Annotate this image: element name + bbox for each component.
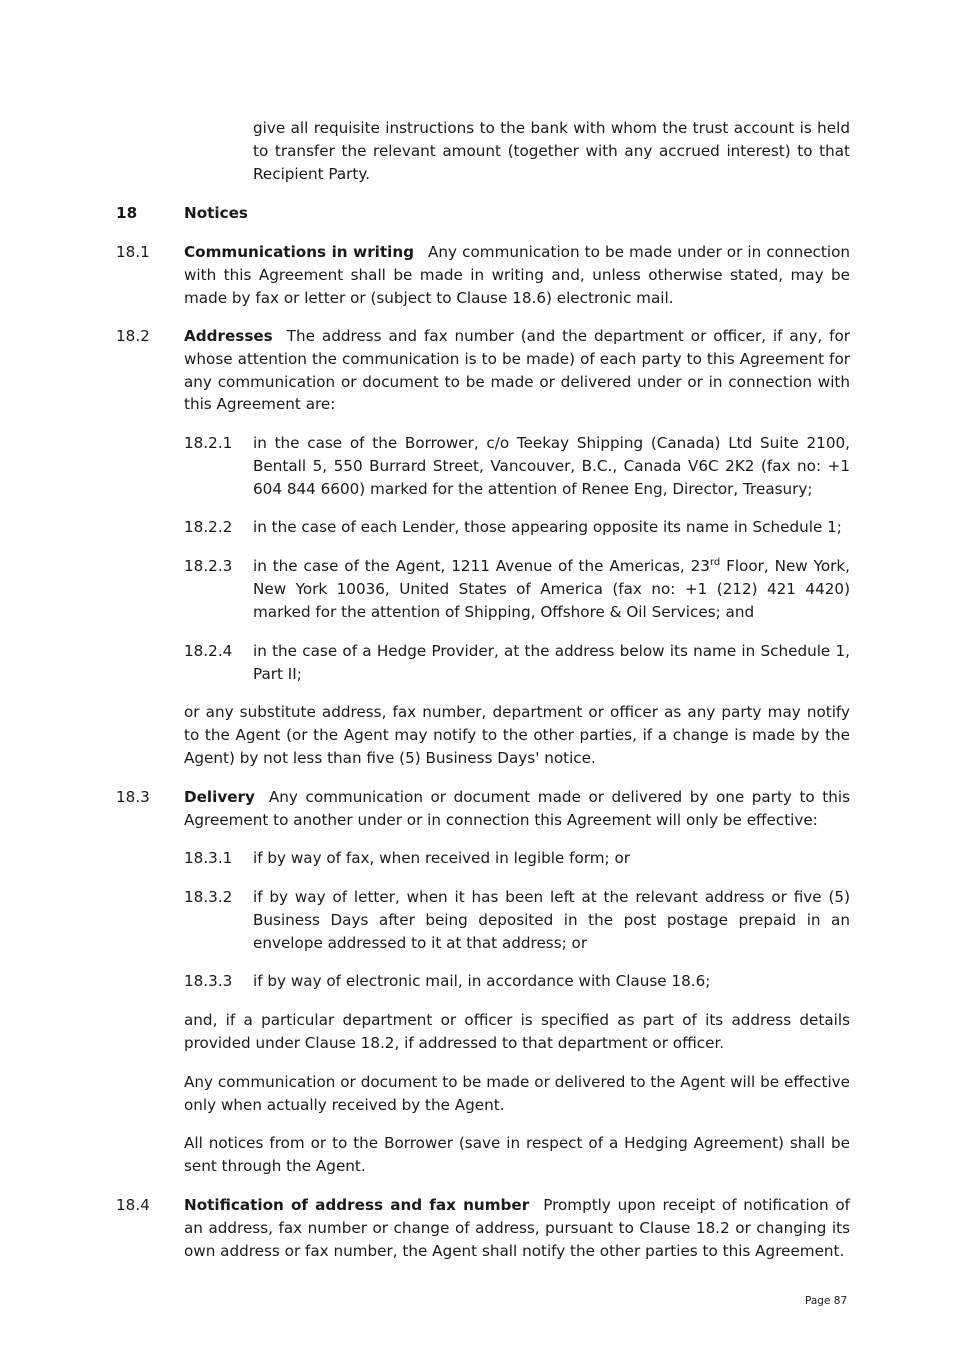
clause-18-2-3-text-a: in the case of the Agent, 1211 Avenue of the Americas, 23 xyxy=(253,557,710,575)
clause-18-2-text: The address and fax number (and the department or officer, if any, for whose attention the communication is to be made) of each party to this Agreement for any communication or document to be made or delivered under or in connection with this Agreement are: xyxy=(184,327,850,414)
clause-18-4-heading: Notification of address and fax number xyxy=(184,1196,530,1214)
clause-18-3-para-1: and, if a particular department or officer is specified as part of its address details provided under Clause 18.2, if addressed to that department or officer. xyxy=(184,1011,850,1052)
clause-18-2-3-number: 18.2.3 xyxy=(184,557,233,575)
clause-18-2-3 xyxy=(253,555,850,623)
section-number: 18 xyxy=(116,204,138,222)
clause-18-4-number: 18.4 xyxy=(116,1196,150,1214)
clause-18-4 xyxy=(184,1194,850,1262)
clause-18-3-2-number: 18.3.2 xyxy=(184,888,233,906)
section-title: Notices xyxy=(184,204,248,222)
clause-18-3-heading: Delivery xyxy=(184,788,255,806)
clause-18-3-3-text: if by way of electronic mail, in accordance with Clause 18.6; xyxy=(253,972,711,990)
clause-18-3-3-number: 18.3.3 xyxy=(184,972,233,990)
clause-18-1-number: 18.1 xyxy=(116,243,150,261)
clause-18-1 xyxy=(184,241,850,309)
clause-18-2-heading: Addresses xyxy=(184,327,273,345)
clause-18-3 xyxy=(184,786,850,832)
clause-18-3-para-2: Any communication or document to be made or delivered to the Agent will be effective only when actually received by the Agent. xyxy=(184,1073,850,1114)
page-number: Page 87 xyxy=(805,1295,848,1307)
clause-18-3-1-text: if by way of fax, when received in legible form; or xyxy=(253,849,630,867)
clause-18-3-para-3: All notices from or to the Borrower (save in respect of a Hedging Agreement) shall be sent through the Agent. xyxy=(184,1134,850,1175)
clause-18-4-text: Promptly upon receipt of notification of an address, fax number or change of address, pursuant to Clause 18.2 or changing its own address or fax number, the Agent shall notify the other parties to this Agreement. xyxy=(184,1196,850,1260)
clause-18-2-2-text: in the case of each Lender, those appearing opposite its name in Schedule 1; xyxy=(253,518,842,536)
intro-paragraph: give all requisite instructions to the bank with whom the trust account is held to transfer the relevant amount (together with any accrued interest) to that Recipient Party. xyxy=(253,119,850,183)
clause-18-3-1-number: 18.3.1 xyxy=(184,849,233,867)
clause-18-3-number: 18.3 xyxy=(116,788,150,806)
clause-18-2-3-text-b: Floor, New York, New York 10036, United States of America (fax no: +1 (212) 421 4420) marked for the attention of Shipping, Offshore & Oil Services; and xyxy=(253,557,850,621)
clause-18-1-heading: Communications in writing xyxy=(184,243,415,261)
clause-18-1-text: Any communication to be made under or in connection with this Agreement shall be made in writing and, unless otherwise stated, may be made by fax or letter or (subject to Clause 18.6) electronic mail. xyxy=(184,243,850,307)
clause-18-2-4-text: in the case of a Hedge Provider, at the address below its name in Schedule 1, Part II; xyxy=(253,642,850,683)
clause-18-3-2-text: if by way of letter, when it has been left at the relevant address or five (5) Business Days after being deposited in the post postage prepaid in an envelope addressed to it at that address; or xyxy=(253,888,850,952)
clause-18-2 xyxy=(184,325,850,416)
clause-18-2-closing: or any substitute address, fax number, department or officer as any party may notify to the Agent (or the Agent may notify to the other parties, if a change is made by the Agent) by not less than five (5) Business Days' notice. xyxy=(184,703,850,767)
ordinal-suffix: rd xyxy=(709,556,721,568)
clause-18-2-1-text: in the case of the Borrower, c/o Teekay Shipping (Canada) Ltd Suite 2100, Bentall 5, 550 Burrard Street, Vancouver, B.C., Canada V6C 2K2 (fax no: +1 604 844 6600) marked for the attention of Renee Eng, Director, Treasury; xyxy=(253,434,850,498)
clause-18-2-number: 18.2 xyxy=(116,327,150,345)
clause-18-2-2-number: 18.2.2 xyxy=(184,518,233,536)
clause-18-2-1-number: 18.2.1 xyxy=(184,434,233,452)
clause-18-3-text: Any communication or document made or delivered by one party to this Agreement to another under or in connection this Agreement will only be effective: xyxy=(184,788,850,829)
clause-18-2-4-number: 18.2.4 xyxy=(184,642,233,660)
